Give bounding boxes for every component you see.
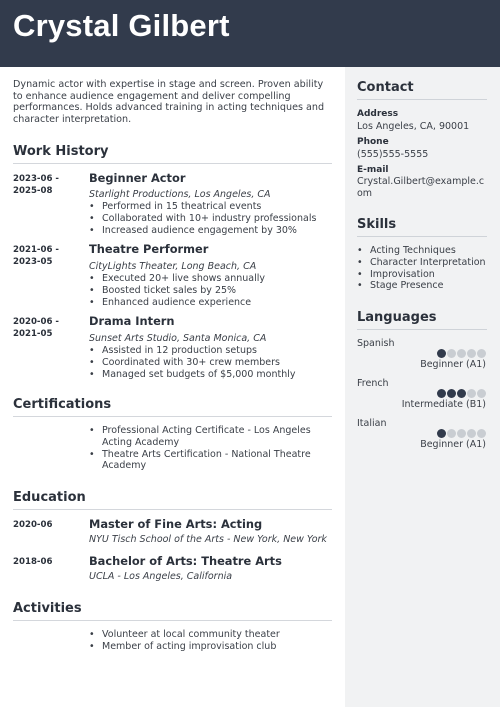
rating-dot-empty [477, 429, 486, 438]
work-entry-title: Beginner Actor [89, 171, 186, 185]
skill-item: • Character Interpretation [357, 257, 486, 269]
bullet-item: • Assisted in 12 production setups [89, 345, 329, 357]
sidebar-divider [357, 329, 487, 330]
rating-dot-empty [477, 389, 486, 398]
rating-dot-filled [457, 389, 466, 398]
activities-list [89, 629, 329, 653]
sidebar-divider [357, 99, 487, 100]
language-level: Beginner (A1) [420, 439, 486, 450]
bullet-item: • Performed in 15 theatrical events [89, 201, 329, 213]
work-entry-bullets [89, 345, 329, 380]
rating-dot-empty [457, 429, 466, 438]
phone-value: (555)555-5555 [357, 149, 429, 160]
rating-dot-empty [467, 349, 476, 358]
email-label: E-mail [357, 165, 389, 175]
work-entry-date: 2020-06 - 2021-05 [13, 317, 60, 339]
skill-item: • Stage Presence [357, 280, 486, 292]
rating-dot-empty [447, 429, 456, 438]
bullet-item: • Enhanced audience experience [89, 297, 329, 309]
work-entry-bullets [89, 273, 329, 308]
education-degree: Master of Fine Arts: Acting [89, 517, 263, 531]
summary-text: Dynamic actor with expertise in stage and screen. Proven ability to enhance audience engagement and deliver compelling performances. Holds advanced training in acting techniques and character interpretation. [13, 79, 325, 125]
rating-dot-filled [437, 429, 446, 438]
section-divider [13, 416, 332, 417]
language-name: Spanish [357, 338, 395, 349]
education-date: 2020-06 [13, 520, 53, 530]
bullet-item: • Increased audience engagement by 30% [89, 225, 329, 237]
contact-heading: Contact [357, 80, 414, 95]
skills-heading: Skills [357, 217, 397, 232]
language-level: Intermediate (B1) [401, 399, 486, 410]
language-rating [437, 349, 489, 358]
work-entry-date: 2023-06 - 2025-08 [13, 174, 60, 196]
skill-item: • Improvisation [357, 269, 486, 281]
section-divider [13, 163, 332, 164]
certification-item: • Theatre Arts Certification - National Theatre Academy [89, 449, 329, 473]
rating-dot-filled [437, 349, 446, 358]
bullet-item: • Coordinated with 30+ crew members [89, 357, 329, 369]
resume-header [0, 0, 500, 67]
candidate-name: Crystal Gilbert [13, 8, 230, 43]
address-value: Los Angeles, CA, 90001 [357, 121, 470, 132]
education-school: NYU Tisch School of the Arts - New York, New York [89, 534, 327, 545]
certifications-list [89, 425, 329, 472]
main-column [13, 79, 333, 125]
work-history-heading: Work History [13, 144, 109, 159]
bullet-item: • Managed set budgets of $5,000 monthly [89, 369, 329, 381]
rating-dot-filled [447, 389, 456, 398]
language-name: French [357, 378, 389, 389]
education-heading: Education [13, 490, 86, 505]
rating-dot-empty [467, 429, 476, 438]
education-school: UCLA - Los Angeles, California [89, 571, 233, 582]
rating-dot-empty [457, 349, 466, 358]
email-value[interactable]: Crystal.Gilbert@example.com [357, 176, 485, 199]
skills-list [357, 245, 486, 292]
activities-heading: Activities [13, 601, 82, 616]
work-entry-bullets [89, 201, 329, 236]
address-label: Address [357, 109, 399, 119]
rating-dot-empty [447, 349, 456, 358]
sidebar-divider [357, 236, 487, 237]
bullet-item: • Collaborated with 10+ industry professionals [89, 213, 329, 225]
rating-dot-empty [467, 389, 476, 398]
language-rating [437, 429, 489, 438]
bullet-item: • Boosted ticket sales by 25% [89, 285, 329, 297]
phone-label: Phone [357, 137, 389, 147]
skill-item: • Acting Techniques [357, 245, 486, 257]
work-entry-company: Sunset Arts Studio, Santa Monica, CA [89, 333, 267, 344]
languages-heading: Languages [357, 310, 437, 325]
bullet-item: • Executed 20+ live shows annually [89, 273, 329, 285]
activity-item: • Volunteer at local community theater [89, 629, 329, 641]
certifications-heading: Certifications [13, 397, 112, 412]
section-divider [13, 509, 332, 510]
work-entry-company: Starlight Productions, Los Angeles, CA [89, 189, 271, 200]
rating-dot-filled [437, 389, 446, 398]
language-level: Beginner (A1) [420, 359, 486, 370]
work-entry-title: Theatre Performer [89, 242, 209, 256]
language-name: Italian [357, 418, 387, 429]
education-degree: Bachelor of Arts: Theatre Arts [89, 554, 282, 568]
work-entry-title: Drama Intern [89, 314, 175, 328]
activity-item: • Member of acting improvisation club [89, 641, 329, 653]
certification-item: • Professional Acting Certificate - Los Angeles Acting Academy [89, 425, 329, 449]
rating-dot-empty [477, 349, 486, 358]
work-entry-date: 2021-06 - 2023-05 [13, 245, 60, 267]
education-date: 2018-06 [13, 557, 53, 567]
section-divider [13, 620, 332, 621]
work-entry-company: CityLights Theater, Long Beach, CA [89, 261, 257, 272]
language-rating [437, 389, 489, 398]
